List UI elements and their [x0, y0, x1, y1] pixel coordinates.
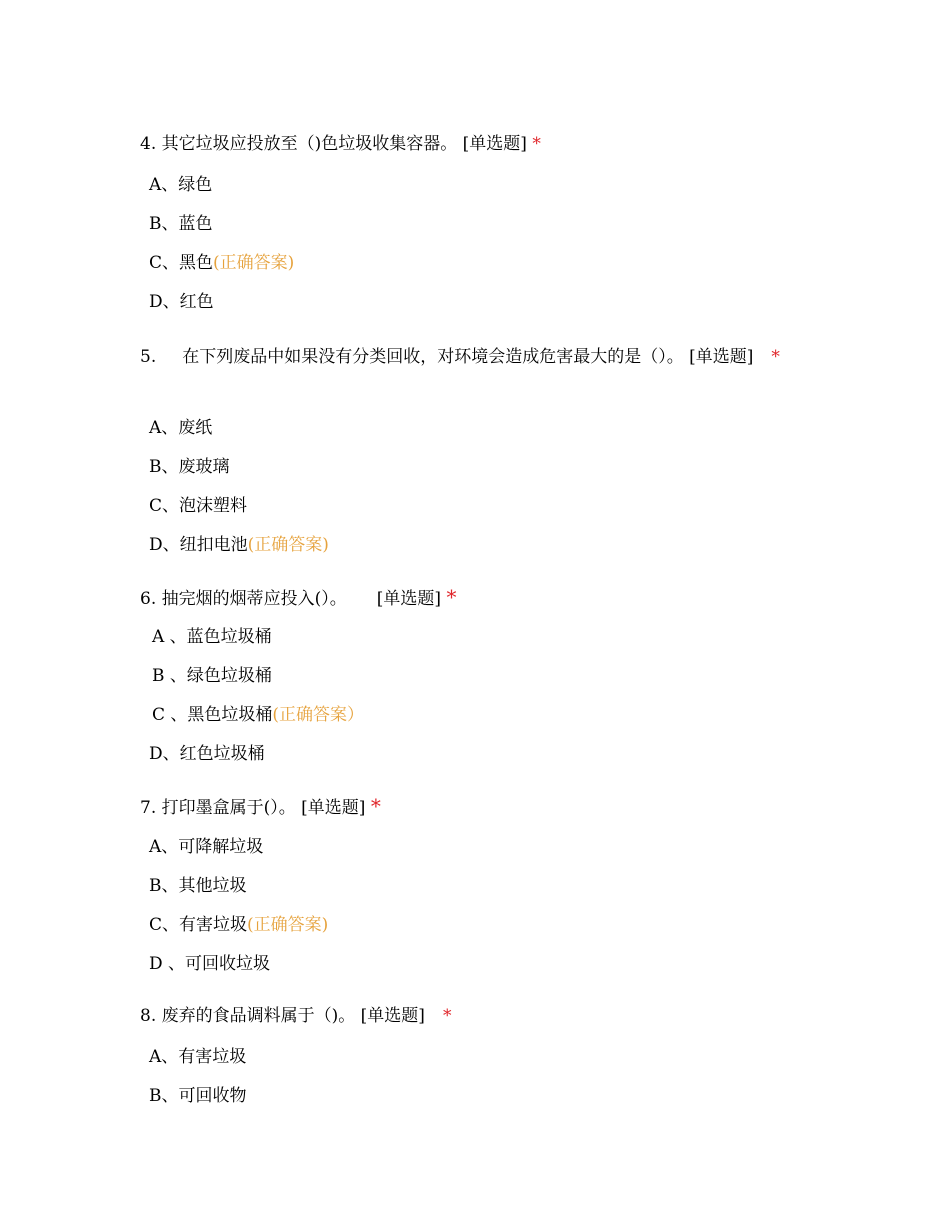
option-label: D、纽扣电池	[149, 535, 248, 555]
question-text: 8. 废弃的食品调料属于（)。 [单选题]	[140, 1006, 425, 1026]
option-label: D、红色	[149, 292, 214, 312]
option-label: D 、可回收垃圾	[149, 954, 271, 974]
correct-answer-mark: (正确答案)	[247, 535, 329, 555]
option-a	[149, 416, 212, 440]
option-c	[149, 913, 328, 937]
option-label: C、有害垃圾	[149, 915, 248, 935]
option-label: B、其他垃圾	[149, 876, 247, 896]
option-label: A、可降解垃圾	[149, 837, 264, 857]
option-label: B、废玻璃	[149, 457, 230, 477]
option-label: C 、黑色垃圾桶	[152, 705, 273, 725]
option-a	[152, 625, 272, 649]
question-text: 7. 打印墨盒属于(）。 [单选题]	[140, 798, 366, 818]
question-5	[140, 342, 800, 373]
option-label: B、蓝色	[149, 214, 213, 234]
option-label: C、黑色	[149, 253, 214, 273]
required-star: *	[771, 347, 780, 367]
option-c	[152, 703, 364, 727]
option-label: A、绿色	[149, 175, 213, 195]
option-c	[149, 251, 294, 275]
question-4	[140, 132, 800, 156]
correct-answer-mark: (正确答案)	[247, 915, 329, 935]
option-label: A 、蓝色垃圾桶	[152, 627, 272, 647]
question-text: 4. 其它垃圾应投放至（)色垃圾收集容器。 [单选题]	[140, 134, 527, 154]
question-type-tag: [单选题]	[376, 589, 442, 609]
option-label: D、红色垃圾桶	[149, 744, 265, 764]
question-number: 5.	[140, 347, 157, 367]
option-c	[149, 494, 247, 518]
option-label: A、有害垃圾	[149, 1047, 247, 1067]
question-7	[140, 794, 800, 820]
correct-answer-mark: (正确答案)	[213, 253, 295, 273]
correct-answer-mark: (正确答案）	[272, 705, 365, 725]
option-a	[149, 1045, 246, 1069]
option-b	[149, 455, 230, 479]
question-text: 在下列废品中如果没有分类回收，对环境会造成危害最大的是（）。 [单选题]	[182, 347, 754, 367]
required-star: *	[370, 794, 381, 818]
option-d	[149, 952, 270, 976]
option-label: B 、绿色垃圾桶	[152, 666, 272, 686]
option-b	[149, 874, 247, 898]
option-a	[149, 173, 212, 197]
required-star: *	[446, 585, 457, 609]
option-label: B、可回收物	[149, 1086, 247, 1106]
required-star: *	[442, 1006, 452, 1026]
option-d	[149, 290, 214, 314]
option-b	[152, 664, 272, 688]
question-6	[140, 585, 800, 611]
option-b	[149, 212, 213, 236]
option-a	[149, 835, 263, 859]
required-star: *	[532, 134, 541, 154]
option-label: C、泡沫塑料	[149, 496, 248, 516]
option-d	[149, 533, 329, 557]
question-8	[140, 1004, 800, 1028]
option-b	[149, 1084, 247, 1108]
option-label: A、废纸	[149, 418, 213, 438]
option-d	[149, 742, 265, 766]
question-text: 6. 抽完烟的烟蒂应投入(）。	[140, 589, 347, 609]
